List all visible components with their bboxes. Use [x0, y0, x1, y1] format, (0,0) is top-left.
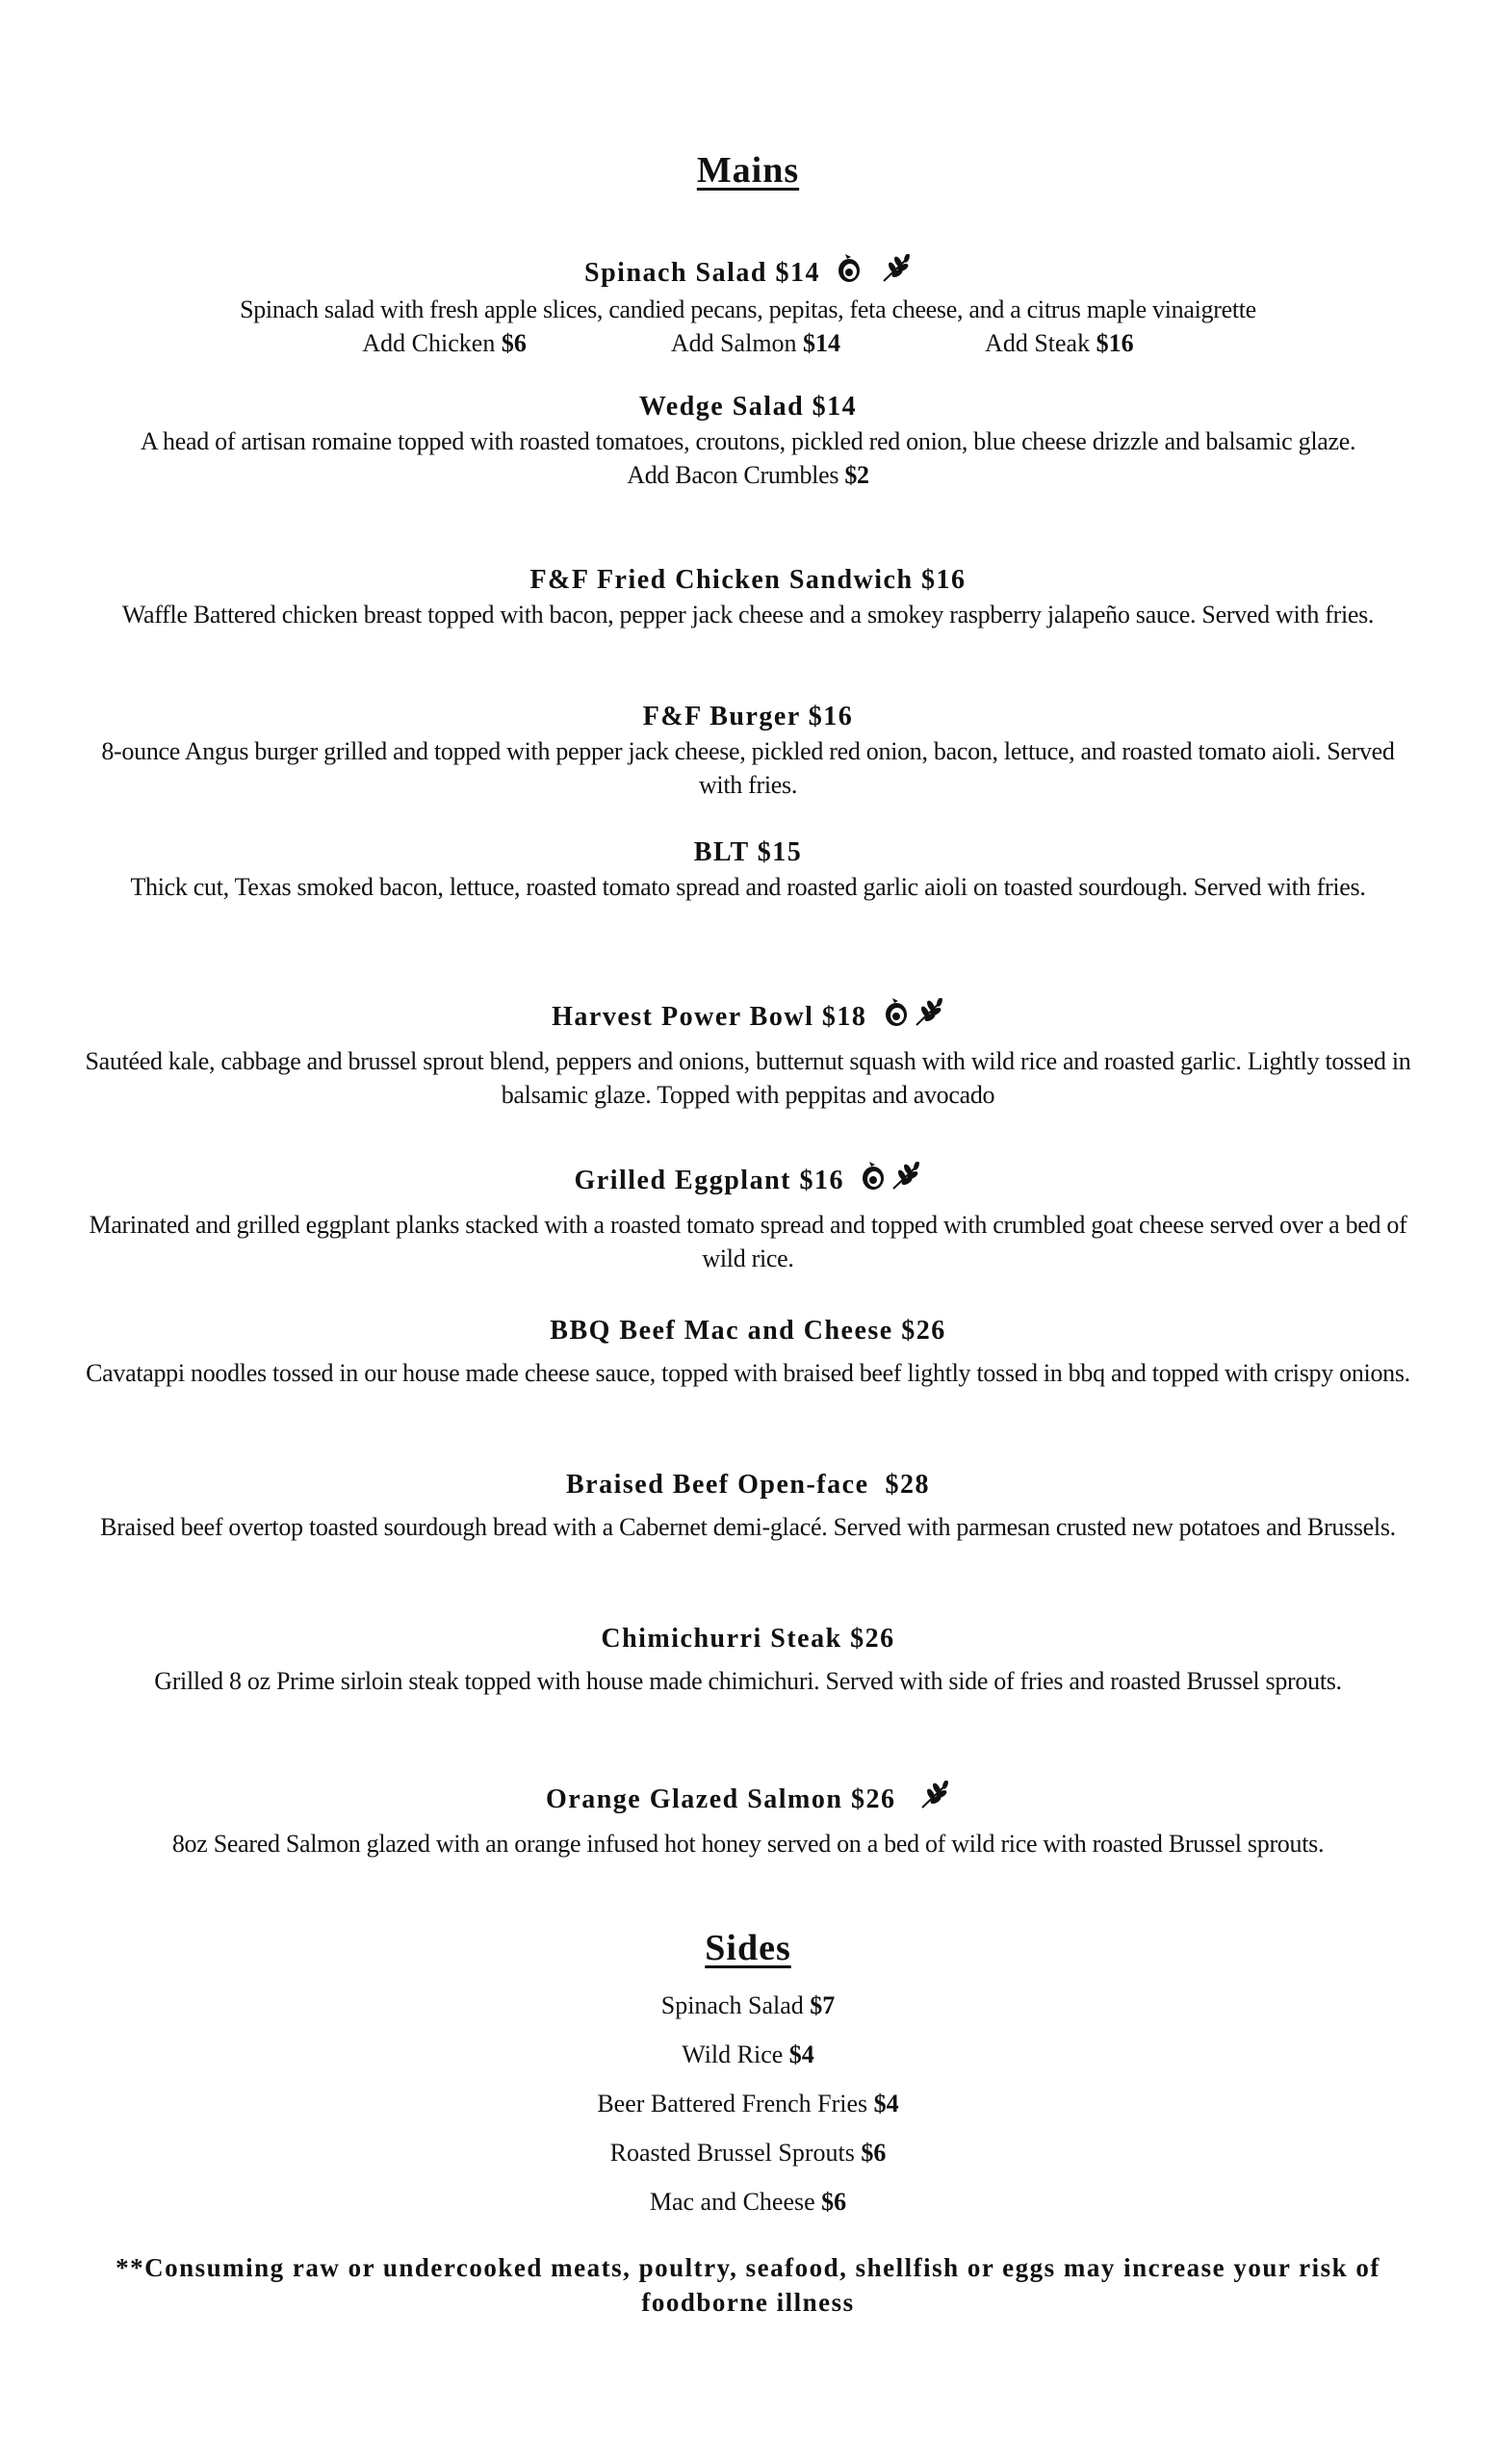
- item-name: F&F Fried Chicken Sandwich $16: [529, 565, 967, 595]
- menu-item-spinach-salad: [77, 252, 1419, 360]
- menu-item-burger: [77, 700, 1419, 802]
- mains-heading: [0, 149, 1496, 192]
- item-name-text: Grilled Eggplant $16: [574, 1166, 844, 1195]
- item-name: BBQ Beef Mac and Cheese $26: [550, 1316, 946, 1346]
- menu-item-chimichurri-steak: [77, 1622, 1419, 1698]
- item-description: 8-ounce Angus burger grilled and topped with pepper jack cheese, pickled red onion, bacon, lettuce, and roasted tomato aioli. Served with fries.: [101, 737, 1395, 799]
- item-name: Braised Beef Open-face $28: [566, 1470, 930, 1500]
- avocado-icon: [883, 996, 912, 1037]
- addon-list: [77, 326, 1419, 360]
- side-item: Roasted Brussel Sprouts $6: [609, 2139, 887, 2167]
- addon-steak: Add Steak $16: [985, 329, 1134, 357]
- item-name-text: Harvest Power Bowl $18: [552, 1002, 867, 1032]
- item-name: [77, 252, 1419, 293]
- avocado-icon: [860, 1160, 889, 1200]
- side-item: Wild Rice $4: [682, 2040, 814, 2068]
- side-item: Spinach Salad $7: [660, 1991, 836, 2019]
- item-description: Braised beef overtop toasted sourdough bread with a Cabernet demi-glacé. Served with parmesan crusted new potatoes and Brussels.: [100, 1513, 1396, 1541]
- avocado-icon: [836, 252, 864, 293]
- leaf-icon: [890, 1162, 921, 1200]
- mains-heading-text: Mains: [696, 150, 800, 191]
- menu-item-grilled-eggplant: [77, 1160, 1419, 1275]
- menu-item-orange-glazed-salmon: [77, 1781, 1419, 1861]
- item-description: Sautéed kale, cabbage and brussel sprout blend, peppers and onions, butternut squash with wild rice and roasted garlic. Lightly tossed in balsamic glaze. Topped with peppitas and avocado: [85, 1047, 1411, 1109]
- leaf-icon: [914, 998, 944, 1037]
- item-name-text: Orange Glazed Salmon $26: [546, 1784, 896, 1814]
- item-name: Chimichurri Steak $26: [601, 1624, 895, 1654]
- item-name: [77, 996, 1419, 1037]
- item-description: Waffle Battered chicken breast topped with bacon, pepper jack cheese and a smokey raspberry jalapeño sauce. Served with fries.: [121, 601, 1375, 629]
- menu-item-bbq-beef-mac: [77, 1314, 1419, 1390]
- item-name: [77, 1781, 1419, 1819]
- item-description: Marinated and grilled eggplant planks stacked with a roasted tomato spread and topped with crumbled goat cheese served over a bed of wild rice.: [89, 1211, 1407, 1272]
- item-name: Wedge Salad $14: [638, 392, 858, 422]
- item-description: Cavatappi noodles tossed in our house made cheese sauce, topped with braised beef lightly tossed in bbq and topped with crispy onions.: [86, 1359, 1410, 1387]
- addon-chicken: Add Chicken $6: [362, 329, 527, 357]
- item-name: [77, 1160, 1419, 1200]
- menu-item-harvest-power-bowl: [77, 996, 1419, 1112]
- item-description: Spinach salad with fresh apple slices, candied pecans, pepitas, feta cheese, and a citrus maple vinaigrette: [240, 295, 1256, 323]
- item-description: 8oz Seared Salmon glazed with an orange infused hot honey served on a bed of wild rice with roasted Brussel sprouts.: [171, 1830, 1325, 1858]
- food-safety-disclaimer: **Consuming raw or undercooked meats, poultry, seafood, shellfish or eggs may increase your risk of foodborne illness: [116, 2253, 1380, 2317]
- sides-heading-text: Sides: [705, 1928, 791, 1968]
- sides-heading: [0, 1927, 1496, 1969]
- leaf-icon: [919, 1781, 950, 1819]
- addon-salmon: Add Salmon $14: [670, 329, 841, 357]
- menu-item-fried-chicken-sandwich: [77, 563, 1419, 631]
- side-item: Mac and Cheese $6: [649, 2188, 847, 2216]
- item-description: Grilled 8 oz Prime sirloin steak topped with house made chimichuri. Served with side of fries and roasted Brussel sprouts.: [154, 1667, 1342, 1695]
- menu-item-braised-beef: [77, 1468, 1419, 1544]
- menu-item-wedge-salad: [77, 390, 1419, 492]
- item-name-text: Spinach Salad $14: [584, 258, 820, 288]
- leaf-icon: [881, 254, 912, 293]
- item-name: BLT $15: [693, 837, 803, 867]
- addon-bacon: Add Bacon Crumbles $2: [627, 461, 869, 489]
- menu-item-blt: [77, 835, 1419, 904]
- item-description: A head of artisan romaine topped with roasted tomatoes, croutons, pickled red onion, blue cheese drizzle and balsamic glaze.: [140, 427, 1356, 455]
- item-description: Thick cut, Texas smoked bacon, lettuce, roasted tomato spread and roasted garlic aioli on toasted sourdough. Served with fries.: [130, 873, 1366, 901]
- item-name: F&F Burger $16: [642, 702, 854, 732]
- side-item: Beer Battered French Fries $4: [597, 2090, 899, 2118]
